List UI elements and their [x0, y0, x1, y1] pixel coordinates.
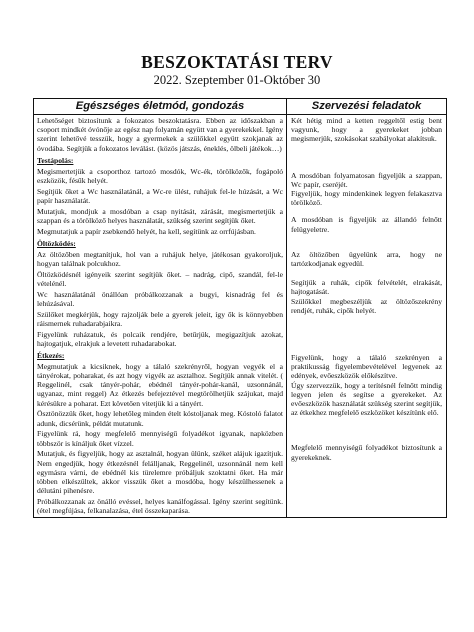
organization-paragraph-4: A mosdóban is figyeljük az állandó felnőtt felügyeletre. [291, 215, 442, 234]
column-header-health: Egészséges életmód, gondozás [34, 99, 287, 115]
organization-paragraph-5: Az öltözőben ügyelünk arra, hogy ne tartózkodjanak egyedül. [291, 249, 442, 269]
organization-paragraph-7: Szülőkkel megbeszéljük az öltözőszekrény rendjét, ruhák, cipők helyét. [291, 296, 442, 315]
organization-paragraph-8: Figyelünk, hogy a tálaló szekrényen a praktikusság figyelembevételével legyenek az edények, evőeszközök előkészítve. [291, 353, 442, 381]
section-heading-eating: Étkezés: [37, 351, 65, 361]
section-heading-dressing: Öltözködés: [37, 238, 76, 248]
organization-paragraph-10: Megfelelő mennyiségű folyadékot biztosítunk a gyerekeknek. [291, 443, 442, 462]
organization-paragraph-3: Figyeljük, hogy mindenkinek legyen felakasztva törölköző. [291, 189, 442, 208]
organization-paragraph-6: Segítjük a ruhák, cipők felvételét, elrakását, hajtogatását. [291, 278, 442, 297]
plan-table [33, 98, 447, 518]
eating-paragraph-2: Ösztönözzük őket, hogy lehetőleg minden ételt kóstoljanak meg. Kóstoló falatot adunk, dicsérünk, példát mutatunk. [37, 409, 283, 428]
dressing-paragraph-4: Szülőket megkérjük, hogy rajzolják bele a gyerek jeleit, így ők is könnyebben ráismernek ruhadarabjaikra. [37, 309, 283, 328]
table-body-row [34, 115, 447, 518]
hygiene-paragraph-4: Megmutatjuk a papír zsebkendő helyét, ha kell, segítünk az orrfújásban. [37, 226, 256, 236]
table-header-row [34, 99, 447, 115]
dressing-paragraph-5: Figyelünk ruházatuk, és polcaik rendjére, betűrjük, megigazítjuk azokat, hajtogatjuk, elrakjuk a levetett ruhadarabokat. [37, 329, 283, 348]
section-heading-hygiene: Testápolás: [37, 155, 74, 165]
organization-paragraph-1: Két hétig mind a ketten reggeltől estig bent vagyunk, hogy a gyerekeket jobban megismerjük, szokásokat szabályokat alakítsuk. [291, 116, 442, 144]
organization-paragraph-9: Úgy szervezzük, hogy a terítésnél felnőtt mindig legyen jelen és segítse a gyerekeket. Az evőeszközök használatát szükség szerint segítjük, az étkekhez megfelelő eszközöket készítünk elő. [291, 380, 442, 418]
organization-paragraph-2: A mosdóban folyamatosan figyeljük a szappan, Wc papír, cseréjét. [291, 170, 442, 189]
dressing-paragraph-2: Öltözködésnél igényeik szerint segítjük őket. – nadrág, cipő, szandál, fel-le vételénél. [37, 269, 283, 288]
column-header-organization: Szervezési feladatok [287, 99, 447, 115]
intro-paragraph: Lehetőséget biztosítunk a fokozatos beszoktatásra. Ebben az időszakban a csoport mindkét óvónője az egész nap folyamán együtt van a gyerekekkel. Igény szerint lehetővé tesszük, hogy a gyermekek a szülőkkel együtt szokjanak az óvodába. Segítjük a fokozatos leválást. (közös játszás, éneklés, ölbeli játékok…) [37, 116, 283, 153]
dressing-paragraph-1: Az öltözőben megtanítjuk, hol van a ruhájuk helye, játékosan gyakoroljuk, hogyan találnak polcukhoz. [37, 249, 283, 268]
hygiene-paragraph-2: Segítjük őket a Wc használatánál, a Wc-re ülést, ruhájuk fel-le húzását, a Wc papír használatát. [37, 186, 283, 205]
document-subtitle: 2022. Szeptember 01-Október 30 [153, 73, 321, 87]
eating-paragraph-1: Megmutatjuk a kicsiknek, hogy a tálaló szekrényről, hogyan vegyék el a tányérokat, poharakat, és azt hogy vigyék az asztalhoz. Segítjük annak vitelét. ( Reggelinél, csak tányér-pohár, ebédnél tányér-pohár-kanál, uzsonnánál, ugyanaz, mint reggel) Az étkezés befejeztével megtörölhetjük szájukat, majd kérésükre a poharat. Ezt követően vitetjük ki a tányért. [37, 361, 283, 408]
health-cell [34, 115, 287, 518]
hygiene-paragraph-1: Megismertetjük a csoporthoz tartozó mosdók, Wc-ék, törölközők, fogápoló eszközök, fésűk helyét. [37, 166, 283, 185]
organization-cell [287, 115, 447, 518]
eating-paragraph-5: Próbálkozzanak az önálló evéssel, helyes kanálfogással. Igény szerint segítünk. (étel megfújása, felkanalazása, étel összekaparása. [37, 497, 283, 516]
hygiene-paragraph-3: Mutatjuk, mondjuk a mosdóban a csap nyitását, zárását, megismertetjük a szappan és a törölköző helyes használatát, szükség szerint segítjük őket. [37, 206, 283, 225]
document-title: BESZOKTATÁSI TERV [141, 52, 333, 72]
eating-paragraph-3: Figyelünk rá, hogy megfelelő mennyiségű folyadékot igyanak, napközben többször is kínáljuk őket vízzel. [37, 429, 283, 448]
dressing-paragraph-3: Wc használatánál önállóan próbálkozzanak a bugyi, kisnadrág fel és lehúzásával. [37, 289, 283, 308]
eating-paragraph-4: Mutatjuk, és figyeljük, hogy az asztalnál, hogyan ülünk, széket alájuk igazítjuk. Nem engedjük, hogy étkezésnél felálljanak, Reggelinél, uzsonnánál nem kell egymásra várni, de ebédnél kis türelemre próbáljuk szoktatni őket. Ha már többen elkészültek, akkor visszük őket a mosdóba, hogy készülhessenek a délutáni pihenésre. [37, 449, 283, 496]
